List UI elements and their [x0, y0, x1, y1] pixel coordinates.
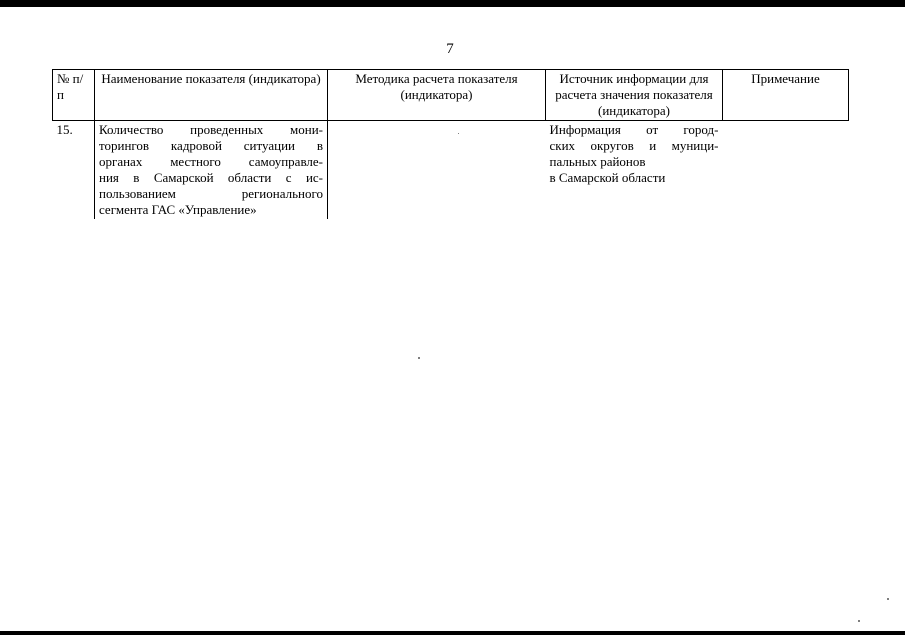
- row-num: [53, 121, 95, 220]
- row-name-line: пользованием регионального: [99, 186, 323, 201]
- table-row: [53, 121, 849, 220]
- scan-speck: [458, 133, 459, 134]
- header-num-label: № п/п: [57, 71, 84, 102]
- row-name-line: торингов кадровой ситуации в: [99, 138, 323, 153]
- scan-edge-bottom: [0, 631, 905, 635]
- scan-edge-top: [0, 0, 905, 7]
- row-source-line: пальных районов: [549, 154, 646, 169]
- row-name: [95, 121, 328, 220]
- scan-speck: [418, 357, 420, 359]
- header-source: [546, 70, 723, 121]
- header-name: [95, 70, 328, 121]
- row-method: [328, 121, 546, 220]
- scan-speck: [858, 620, 860, 622]
- row-name-line: ния в Самарской области с ис-: [99, 170, 323, 185]
- header-note-label: Примечание: [751, 71, 820, 86]
- indicators-table: [52, 69, 849, 219]
- header-method: [328, 70, 546, 121]
- row-source: [546, 121, 723, 220]
- page-number: 7: [446, 41, 454, 57]
- scan-speck: [887, 598, 889, 600]
- row-source-line: Информация от город-: [549, 122, 719, 137]
- header-note: [723, 70, 849, 121]
- row-num-value: 15.: [56, 122, 73, 137]
- table-header-row: [53, 70, 849, 121]
- row-name-line: сегмента ГАС «Управление»: [99, 202, 257, 217]
- header-source-label: Источник информации для расчета значения показателя (индикатора): [555, 71, 713, 118]
- row-name-line: Количество проведенных мони-: [99, 122, 323, 137]
- row-name-line: органах местного самоуправле-: [99, 154, 323, 169]
- header-method-label: Методика расчета показателя (индикатора): [355, 71, 518, 102]
- header-num: [53, 70, 95, 121]
- header-name-label: Наименование показателя (индикатора): [101, 71, 321, 86]
- row-note: [723, 121, 849, 220]
- row-source-line: ских округов и муници-: [549, 138, 719, 153]
- row-source-line: в Самарской области: [549, 170, 666, 185]
